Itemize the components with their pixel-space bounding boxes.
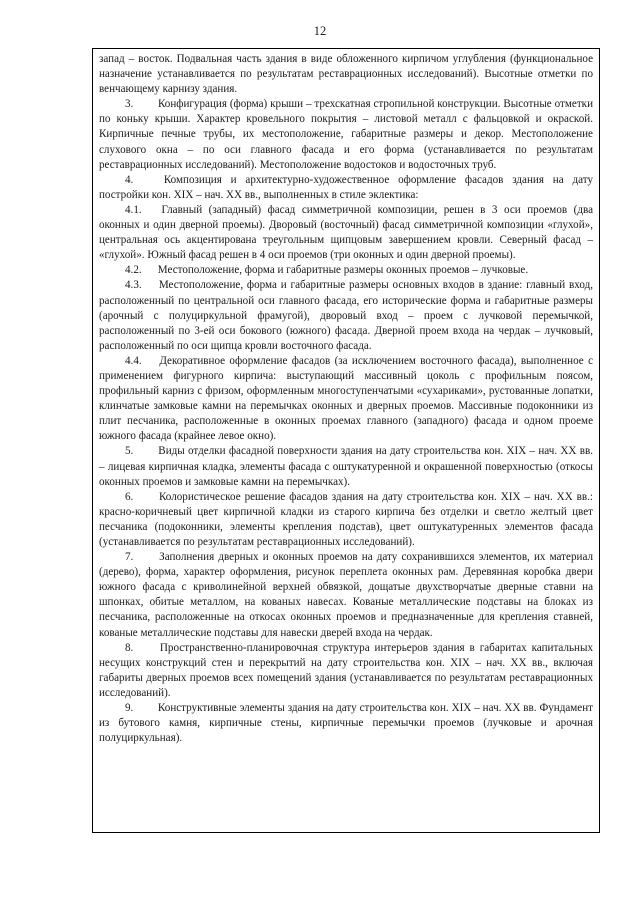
paragraph-7: [99, 550, 593, 641]
paragraph-number: 4.4.: [125, 354, 142, 367]
paragraph-text: Декоративное оформление фасадов (за исключением восточного фасада), выполненное с применением фигурного кирпича: выступающий массивный цоколь с профильным поясом, профильный карниз с фризом, оформленным многоступенчатыми «сухариками», рустованные лопатки, клинчатые замковые камни на перемычках оконных и дверных проемов. Массивные подоконники из плит песчаника, расположенные в оконных проемах главного (западного) фасада и одном проеме южного фасада (крайнее левое окно).: [99, 354, 593, 443]
paragraph-continuation: [99, 52, 593, 97]
paragraph-number: 7.: [125, 551, 134, 564]
paragraph-3: [99, 97, 593, 172]
paragraph-text: Местоположение, форма и габаритные размеры основных входов в здание: главный вход, расположенный по центральной оси главного фасада, его исторические форма и габаритные размеры (арочный с полуциркульной фрамугой), дворовый вход – проем с лучковой перемычкой, расположенный по 3-ей оси бокового (южного) фасада. Дверной проем входа на чердак – лучковый, расположенный по оси щипца кровли восточного фасада.: [99, 279, 593, 352]
paragraph-text: Пространственно-планировочная структура интерьеров здания в габаритах капитальных несущих конструкций стен и перекрытий на дату строительства кон. XIX – нач. XX вв., включая габариты дверных проемов всех помещений здания (устанавливается по результатам реставрационных исследований).: [99, 641, 593, 699]
paragraph-text: Композиция и архитектурно-художественное оформление фасадов здания на дату постройки кон. XIX – нач. XX вв., выполненных в стиле эклектика:: [99, 173, 593, 201]
document-text-frame: [92, 48, 600, 833]
paragraph-number: 9.: [125, 702, 134, 715]
paragraph-number: 4.2.: [125, 264, 142, 277]
paragraph-text: Главный (западный) фасад симметричной композиции, решен в 3 оси проемов (два оконных и один дверной проемы). Дворовый (восточный) фасад симметричной композиции «глухой», центральная ось акцентирована треугольным щипцовым завершением кровли. Северный фасад – «глухой». Южный фасад решен в 4 оси проемов (три оконных и один дверной проемы).: [99, 203, 593, 262]
paragraph-4-2: [99, 263, 593, 278]
paragraph-text: Заполнения дверных и оконных проемов на дату сохранившихся элементов, их материал (дерево), форма, характер оформления, рисунок переплета оконных рам. Деревянная коробка двери южного фасада с криволинейной верхней обвязкой, дощатые двухстворчатые дверные ставни на шпонках, обитые металлом, на кованых навесах. Кованые металлические подставы на блоках из песчаника, расположенные на откосах оконных проемов и предназначенные для крепления ставней, кованые металлические подставы для навески дверей входа на чердак.: [99, 551, 593, 639]
paragraph-text: Конструктивные элементы здания на дату строительства кон. XIX – нач. XX вв. Фундамент из бутового камня, кирпичные стены, кирпичные перемычки проемов (лучковые и арочная полуциркульная).: [99, 702, 593, 745]
paragraph-4-3: [99, 278, 593, 353]
paragraph-text: Местоположение, форма и габаритные размеры оконных проемов – лучковые.: [157, 264, 529, 277]
paragraph-5: [99, 444, 593, 489]
paragraph-8: [99, 641, 593, 701]
paragraph-text: Конфигурация (форма) крыши – трехскатная стропильной конструкции. Высотные отметки по коньку крыши. Характер кровельного покрытия – листовой металл с фальцовкой и окраской. Кирпичные печные трубы, их местоположение, габаритные размеры и декор. Местоположение слухового окна – по оси главного фасада и его форма (устанавливается по результатам реставрационных исследований). Местоположение водостоков и водосточных труб.: [99, 98, 594, 171]
paragraph-number: 3.: [125, 98, 134, 111]
page-number: 12: [313, 24, 327, 38]
paragraph-number: 4.1.: [125, 203, 142, 216]
paragraph-4-1: [99, 203, 593, 263]
paragraph-9: [99, 701, 593, 746]
paragraph-number: 4.: [125, 173, 134, 186]
paragraph-text: Виды отделки фасадной поверхности здания на дату строительства кон. XIX – нач. XX вв. – лицевая кирпичная кладка, элементы фасада с оштукатуренной и окрашенной поверхностью (откосы оконных проемов и замковые камни на перемычках).: [99, 445, 593, 488]
paragraph-6: [99, 490, 593, 550]
paragraph-text: Колористическое решение фасадов здания на дату строительства кон. XIX – нач. XX вв.: красно-коричневый цвет кирпичной кладки из старого кирпича без отделки и светло желтый цвет песчаника (подоконники, элементы крепления подстав), цвет оштукатуренных элементов фасада (устанавливается по результатам реставрационных исследований).: [99, 490, 593, 548]
paragraph-number: 6.: [125, 490, 134, 503]
paragraph-4-4: [99, 354, 593, 445]
paragraph-text: запад – восток. Подвальная часть здания в виде обложенного кирпичом углубления (функциональное назначение устанавливается по результатам реставрационных исследований). Высотные отметки по венчающему карнизу здания.: [99, 53, 593, 96]
paragraph-number: 4.3.: [125, 279, 142, 292]
paragraph-number: 5.: [125, 445, 134, 458]
paragraph-4: [99, 173, 593, 203]
paragraph-number: 8.: [125, 641, 134, 654]
